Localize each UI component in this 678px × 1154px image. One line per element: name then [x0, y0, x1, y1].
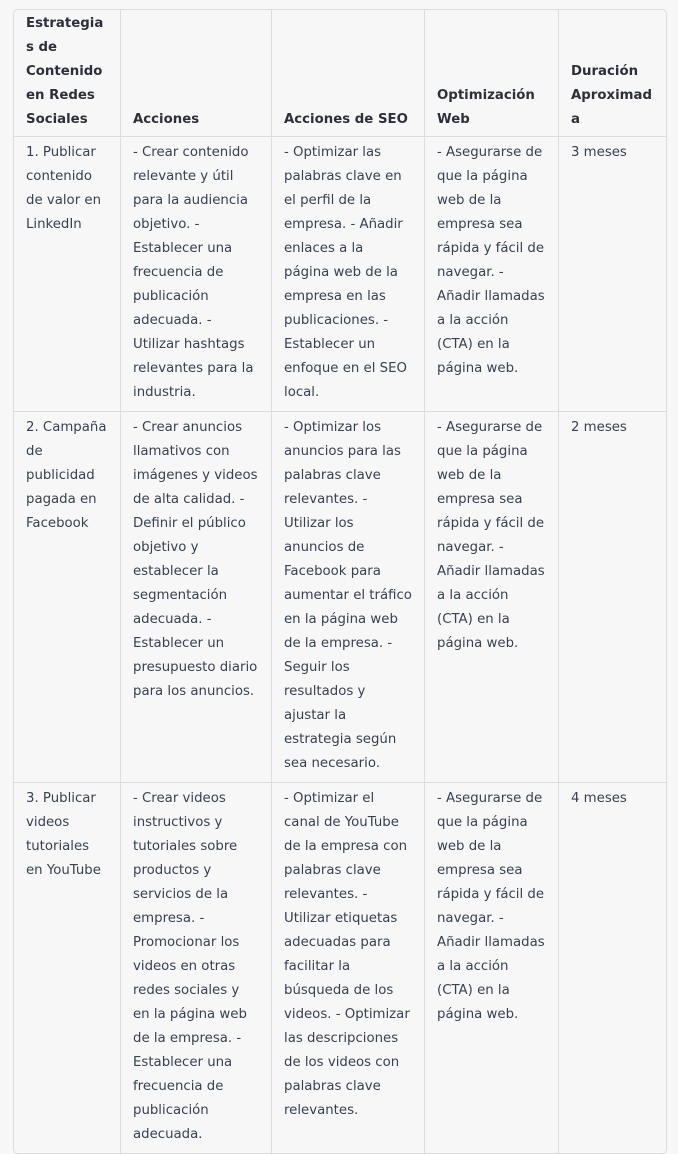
- header-duration: Duración Aproximada: [559, 10, 666, 137]
- cell-actions: - Crear contenido relevante y útil para la audiencia objetivo. - Establecer una frecuencia de publicación adecuada. - Utilizar hashtags relevantes para la industria.: [121, 137, 272, 412]
- cell-strategy: 3. Publicar videos tutoriales en YouTube: [14, 783, 121, 1153]
- header-web-optimization: Optimización Web: [425, 10, 559, 137]
- cell-actions: - Crear anuncios llamativos con imágenes y videos de alta calidad. - Definir el público objetivo y establecer la segmentación adecuada. - Establecer un presupuesto diario para los anuncios.: [121, 412, 272, 783]
- header-row: [14, 10, 666, 137]
- cell-duration: 4 meses: [571, 791, 627, 806]
- cell-web-optimization: - Asegurarse de que la página web de la empresa sea rápida y fácil de navegar. - Añadir llamadas a la acción (CTA) en la página web.: [425, 783, 559, 1153]
- table-body: [14, 137, 666, 1153]
- cell-seo-actions: - Optimizar los anuncios para las palabras clave relevantes. - Utilizar los anuncios de Facebook para aumentar el tráfico en la página web de la empresa. - Seguir los resultados y ajustar la estrategia según sea necesario.: [272, 412, 425, 783]
- table-header: [14, 10, 666, 137]
- cell-web-optimization: - Asegurarse de que la página web de la empresa sea rápida y fácil de navegar. - Añadir llamadas a la acción (CTA) en la página web.: [425, 412, 559, 783]
- header-actions: Acciones: [121, 10, 272, 137]
- cell-web-optimization: - Asegurarse de que la página web de la empresa sea rápida y fácil de navegar. - Añadir llamadas a la acción (CTA) en la página web.: [425, 137, 559, 412]
- strategy-table: [13, 9, 667, 1154]
- cell-seo-actions: - Optimizar el canal de YouTube de la empresa con palabras clave relevantes. - Utilizar etiquetas adecuadas para facilitar la búsqueda de los videos. - Optimizar las descripciones de los videos con palabras clave relevantes.: [272, 783, 425, 1153]
- cell-duration: 3 meses: [559, 137, 666, 412]
- header-strategy: Estrategias de Contenido en Redes Sociales: [14, 10, 121, 137]
- table-row: [14, 412, 666, 783]
- table-row: [14, 783, 666, 1153]
- header-seo-actions: Acciones de SEO: [272, 10, 425, 137]
- cell-duration: 2 meses: [559, 412, 666, 783]
- table-row: [14, 137, 666, 412]
- cell-seo-actions: - Optimizar las palabras clave en el perfil de la empresa. - Añadir enlaces a la página web de la empresa en las publicaciones. - Establecer un enfoque en el SEO local.: [272, 137, 425, 412]
- cell-actions: - Crear videos instructivos y tutoriales sobre productos y servicios de la empresa. - Promocionar los videos en otras redes sociales y en la página web de la empresa. - Establecer una frecuencia de publicación adecuada.: [121, 783, 272, 1153]
- cell-strategy: 1. Publicar contenido de valor en LinkedIn: [14, 137, 121, 412]
- cell-strategy: 2. Campaña de publicidad pagada en Facebook: [14, 412, 121, 783]
- content-table-container: [13, 9, 665, 1154]
